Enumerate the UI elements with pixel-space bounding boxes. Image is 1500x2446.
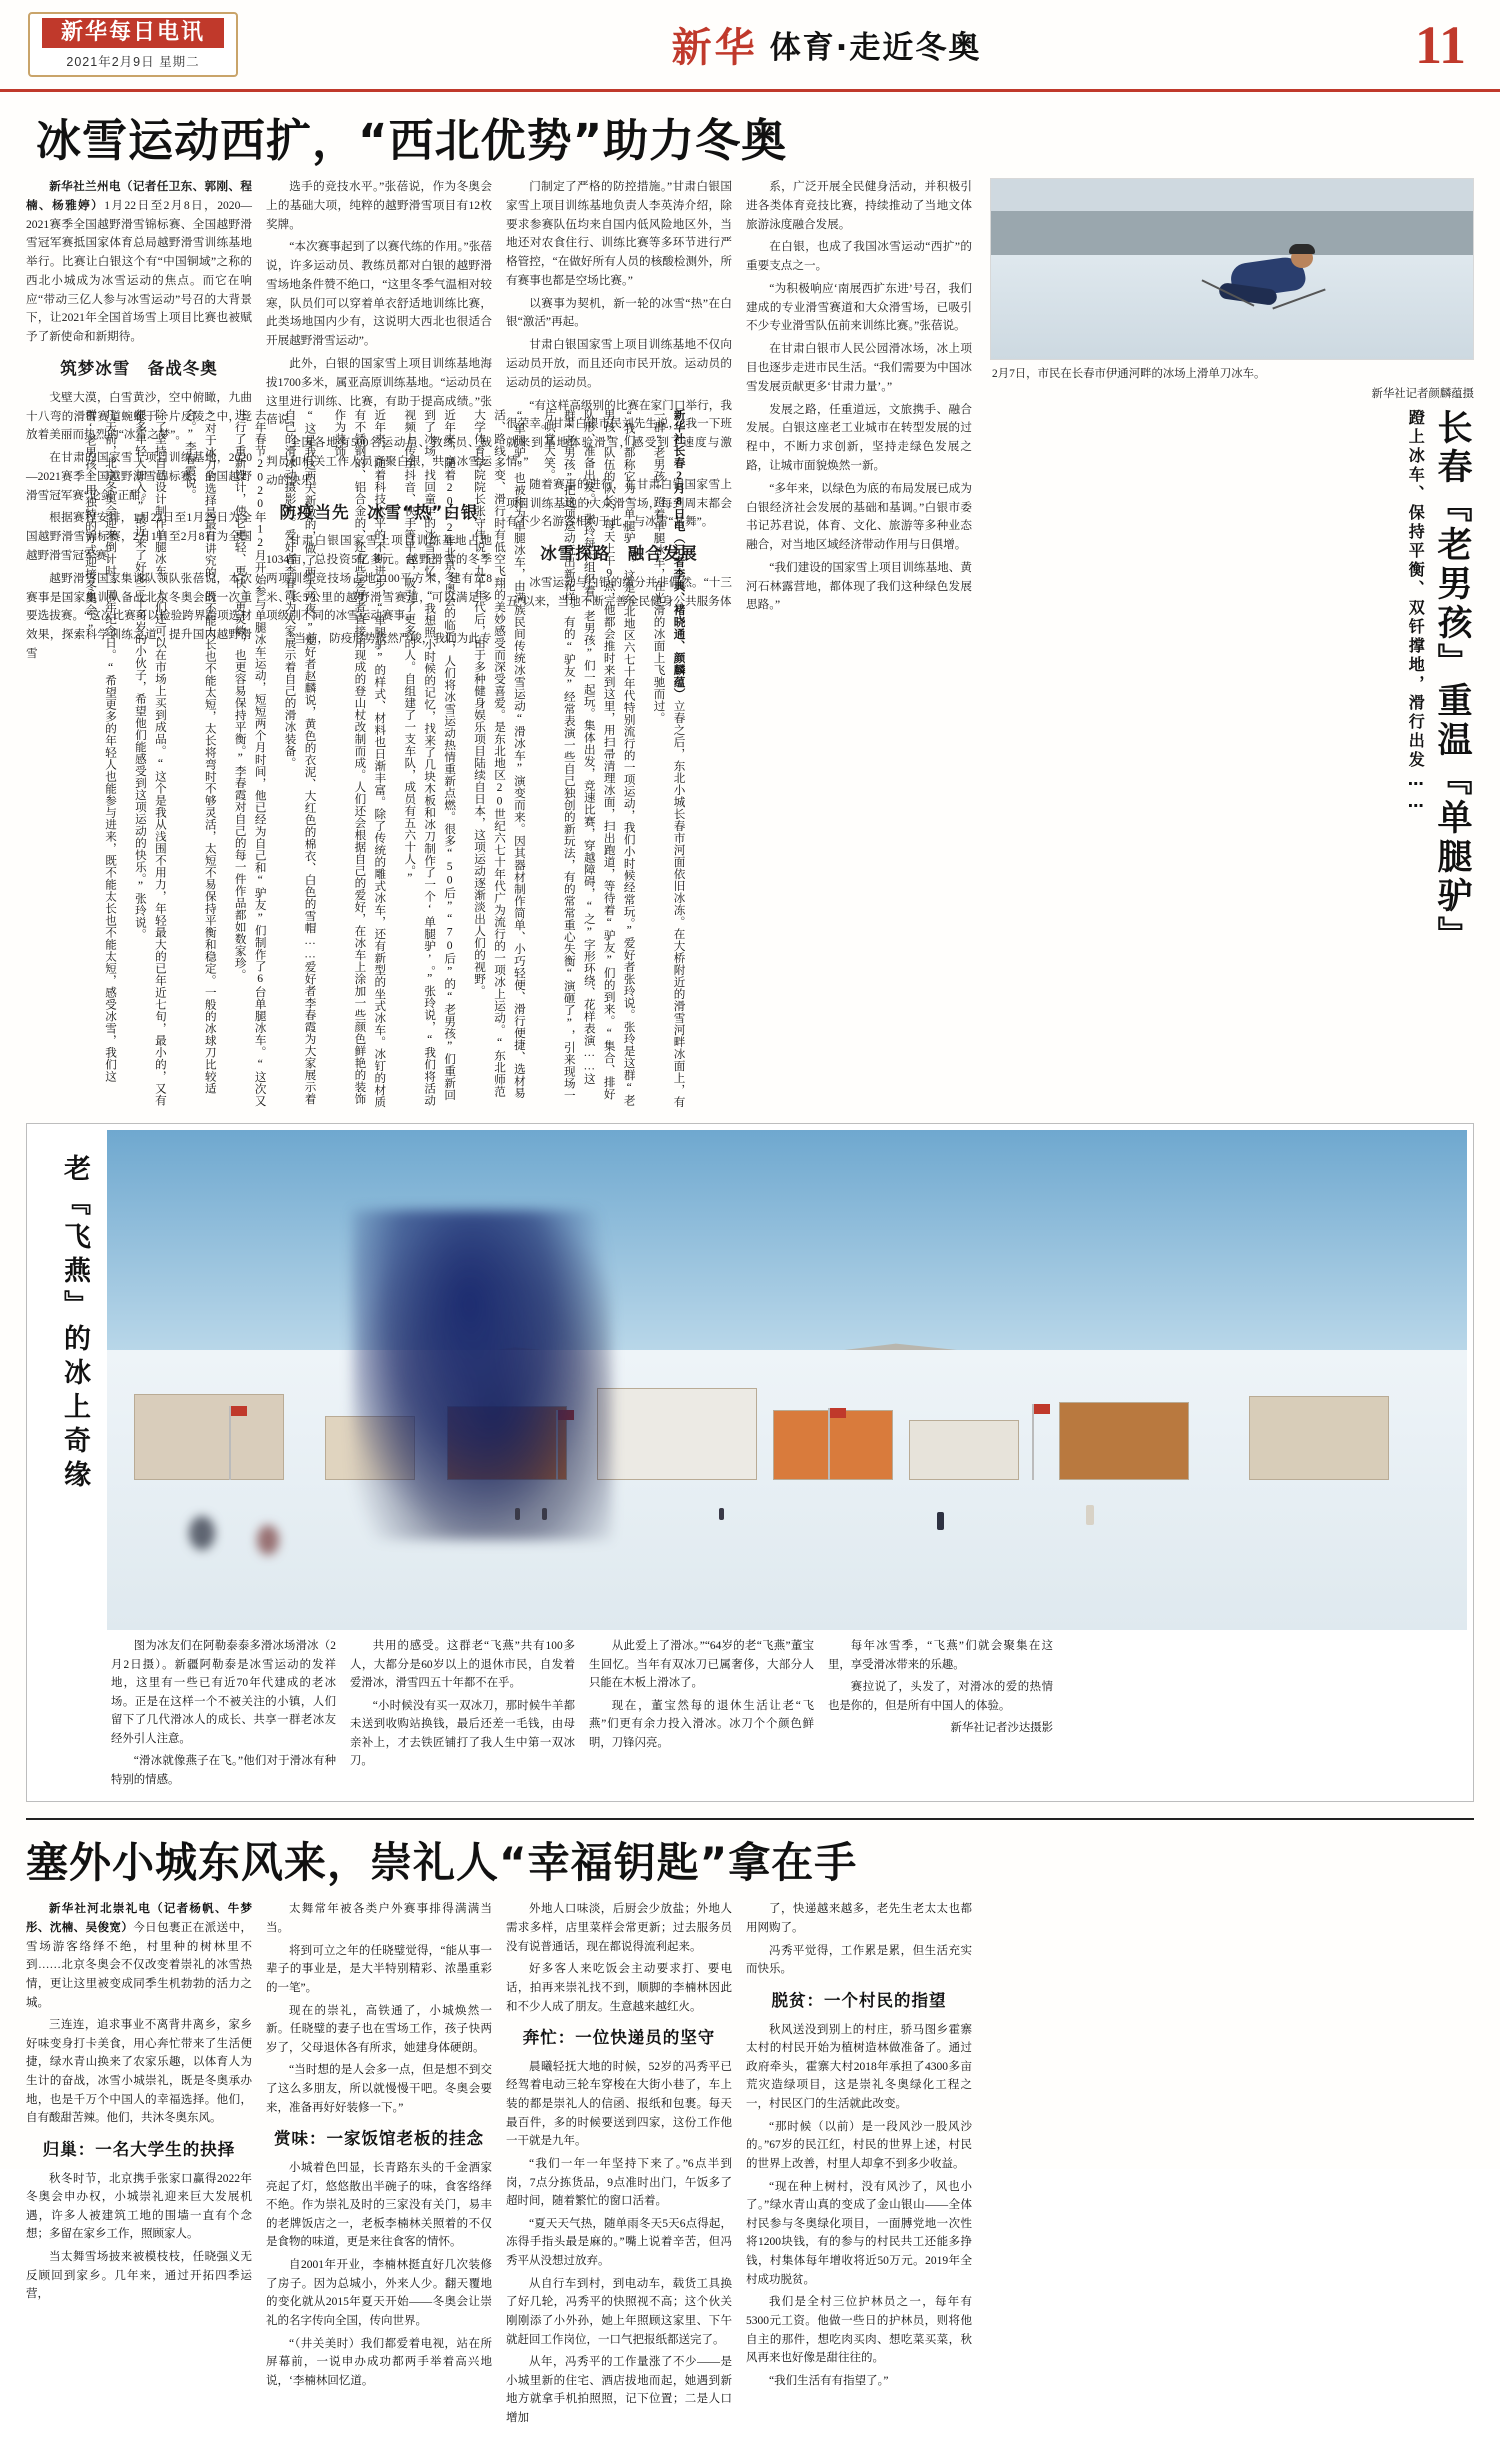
para: 从自行车到村，到电动车，载货工具换了好几轮，冯秀平的快照视不高；这个伙关刚刚添了小外孙，她上年照顾这家里、下午就赶回工作岗位，一口气把报纸都送完了。 [506,2277,732,2346]
article3-subhead-4: 脱贫：一个村民的指望 [771,1990,947,2010]
para: 外地人口味淡，后厨会少放盐；外地人需求多样，店里菜样会常更新；过去服务员没有说普通话，现在都说得流利起来。 [506,1903,732,1953]
photo-ice-field [107,1350,1467,1630]
article2-para-4: 近年来，随着2022年北京冬奥会的临近，人们将冰雪运动热情重新点燃。很多“50后”“70后”的“老男孩”们重新回到了冰场，找回童年的冰雪记忆。“我想照小时候的记忆，找来了几块木板和冰刀制作了一个‘单腿驴’。”张玲说，“我们将活动视频上传至抖音、快手等平台，吸引了更多的人。自组建了一支车队，成员有五六十人。” [403,409,457,1107]
para: “当时想的是人会多一点，但是想不到交了这么多朋友，所以就慢慢干吧。冬奥会要来，准备再好好装修一下。” [266,2064,492,2114]
article2-subhead: 蹬上冰车、保持平衡、双钎撑地，滑行出发…… [1406,409,1426,815]
para: “本次赛事起到了以赛代练的作用。”张蓓说，许多运动员、教练员都对白银的越野滑雪场地条件赞不绝口，“这里冬季气温相对较寒，队员们可以穿着单衣舒适地训练比赛，此类场地国内少有，这说明大西北也很适合开展越野滑雪运动”。 [266,240,492,348]
section-label: 体育·走近冬奥 [769,30,982,66]
section-divider [26,1818,1474,1820]
article2-byline: 新华社长春2月8日电（记者李典、褚晓通、颜麟蕴） [672,409,686,701]
big-photo-caption-3: 从此爱上了滑冰。”“64岁的老“飞燕”董宝生回忆。当年有双冰刀已属奢侈，大部分人只能在木板上滑冰了。 现在，董宝然每的退休生活让老“飞燕”们更有余力投入滑冰。冰刀个个颜色鲜明，刀锋闪亮。 [589,1640,814,1749]
article3-byline: 新华社河北崇礼电（记者杨帆、牛梦彤、沈楠、吴俊宽） [26,1903,252,1935]
photo-skater-changchun [990,178,1474,360]
para: 甘肃白银国家雪上项目训练基地不仅向运动员开放，而且还向市民开放。运动员的运动员的运动员。 [506,338,732,389]
big-photo-caption-4: 每年冰雪季，“飞燕”们就会聚集在这里，享受滑冰带来的乐趣。 赛拉说了，头发了，对滑冰的爱的热情也是你的，但是所有中国人的体验。 新华社记者沙达摄影 [828,1637,1053,1793]
article3-column-2 [266,1900,492,2431]
para: 从年，冯秀平的工作量涨了不少——是小城里新的住宅、酒店拔地而起，她遇到新地方就拿手机拍照照，记下位置；二是人口增加 [506,2356,732,2425]
article2-para-10: 几天前，北京冬奥会迎来倒计时一周年纪念日。“希望更多的年轻人也能参与进来，既不能太长也不能太短，感受冰雪，我们这群‘老男孩’用独特的方式迎接冬奥会。” [84,409,118,1083]
article2-para-5: 近年来，随着科技水平的不断进步，“单腿驴”的样式、材料也日渐丰富。除了传统的雕式冰车，还有新型的坐式冰车。冰钉的材质有不锈钢的、铝合金的、还有些爱好者直接用现成的登山杖改制而成。人们还会根据自己的爱好，在冰车上涂加一些颜色鲜艳的装饰作为装饰。 [333,409,387,1109]
article3-columns [0,1900,1500,2445]
article3-column-4 [746,1900,972,2431]
big-photo-credit: 新华社记者沙达摄影 [950,1722,1053,1735]
article1-headline: 冰雪运动西扩，“西北优势”助力冬奥 [36,114,788,167]
para: 现在的崇礼，高铁通了，小城焕然一新。任晓璧的妻子也在雪场工作，孩子快两岁了，父母退休各有所求，她建身体硬朗。 [266,2004,492,2054]
para: 冯秀平觉得，工作累是累，但生活充实而快乐。 [746,1944,972,1976]
para: “为积极响应‘南展西扩东进’号召，我们建成的专业滑雪赛道和大众滑雪场，已吸引不少专业滑雪队伍前来训练比赛。”张蓓说。 [746,281,972,333]
article2-para-2: “我们都称它为‘单腿驴’，这是东北地区六七十年代特别流行的一项运动，我们小时候经常玩。”爱好者张玲说。张玲是这群“老男孩”队伍的队长，每天上午9点，他都会推时来到这里，用扫帚清理冰面，扫出跑道，等待着“驴友”们的到来。“集合、排好队形、准备出发。”张玲每天组织着“老男孩”们一起玩。集体出发，竞速比赛，穿越障碍，“之”字形环绕、花样表演……这群“老男孩”把这项运动玩出新花样。有的“驴友”经常表演一些自己独创的新玩法，有的常常重心失衡“演砸了”，引来现场一片哄堂大笑。 [542,409,636,1107]
article3-subhead-3: 奔忙：一位快递员的坚守 [522,2028,716,2048]
para: 发展之路，任重道远，文旅携手、融合发展。白银这座老工业城市在转型发展的过程中，不断力求创新，坚持走绿色发展之路，让城市面貌焕然一新。 [746,402,972,472]
big-photo-captions [111,1637,1463,1793]
article1-subhead-1: 筑梦冰雪 备战冬奥 [60,359,218,379]
para: 选手的竞技水平。”张蓓说，作为冬奥会上的基础大项，纯粹的越野滑雪项目有12枚奖牌。 [266,180,492,231]
para: 我们是全村三位护林员之一，每年有5300元工资。他做一些日的护林员，则将他自主的那件，想吃肉买肉、想吃菜买菜，秋风再来也好像是甜往往的。 [746,2296,972,2365]
para: “那时候（以前）是一段风沙一股风沙的。”67岁的民江红，村民的世界上述，村民的世界上改善，村里人却拿不到多少收益。 [746,2120,972,2170]
article3-headline: 塞外小城东风来，崇礼人“幸福钥匙”拿在手 [26,1838,858,1887]
article2-para-1: 新华社长春2月8日电（记者李典、褚晓通、颜麟蕴）立春之后，东北小城长春市河面依旧冰冻。在大桥附近的滑雪河畔冰面上，有一群“老男孩”蹬着单腿冰车，在光滑的冰面上飞驰而过。 [652,409,686,1109]
para: 在白银，也成了我国冰雪运动“西扩”的重要支点之一。 [746,240,972,273]
para: 了，快递越来越多，老先生老太太也都用网购了。 [746,1903,972,1935]
para: 在甘肃的国家雪上项目训练基地，2020—2021赛季全国越野滑雪锦标赛、全国越野滑雪冠军赛“论剑”正酣。 [26,451,252,502]
photo-top-caption: 2月7日，市民在长春市伊通河畔的冰场上滑单刀冰车。 [992,368,1266,380]
publication-logo [28,12,238,76]
article2-para-9: 除了坚持自己设计制作单腿冰车，人们还可以在市场上买到成品。“这个是我从浅围不用力，年轻最大的已年近七旬，最小的，又有很多年轻人加入。”最近来了好多三十多岁的小伙子，希望他们能感受到这项运动的快乐。”张玲说。 [133,409,167,1107]
photo-top-credit: 新华社记者颜麟蕴摄 [1371,388,1474,401]
photo-subject-skater [1213,244,1333,330]
big-photo-headline: 老『飞燕』的冰上奇缘 [59,1154,90,1495]
para: “我们建设的国家雪上项目训练基地、黄河石林露营地，都体现了我们这种绿色发展思路。” [746,560,972,612]
article1-subhead-3: 冰雪探路 融合发展 [540,544,698,564]
para: 此外，白银的国家雪上项目训练基地海拔1700多米，属亚高原训练基地。“运动员在这里进行训练、比赛，有助于提高成绩。”张蓓说。 [266,357,492,427]
page-number: 11 [1414,14,1466,75]
photo-ice-rink-altay [107,1130,1467,1630]
para: 全国各地有500名运动员、教练员、裁判员和相关工作人员齐聚白银，共享冰雪运动的快乐。 [266,436,492,487]
para: “当前，防疫形势依然严峻，我们为此专 [289,632,492,646]
para: 秋冬时节，北京携手张家口赢得2022年冬奥会申办权，小城崇礼迎来巨大发展机遇，许多人被建筑工地的围墙一直有个念想；多留在家乡工作，照顾家人。 [26,2172,252,2241]
top-section [0,178,1500,1109]
para: 系，广泛开展全民健身活动，并积极引进各类体育竞技比赛，持续推动了当地文体旅游泳度融合发展。 [746,180,972,231]
para: 将到可立之年的任晓璧觉得，“能从事一辈子的事业是，是大半特别精彩、浓墨重彩的一笔”。 [266,1944,492,1994]
photo-motion-blur-skater [352,1210,612,1540]
para: 随着赛事的进行，在甘肃白银国家雪上项目训练基地的大众滑雪场，每到周末都会有不少名游客相约于此，与冰雪“共舞”。 [506,477,732,529]
big-photo-caption-1: 图为冰友们在阿勒泰泰多滑冰场滑冰（2月2日摄）。新疆阿勒泰是冰雪运动的发祥地，这里有一些已有近70年代建成的老冰场。正是在这样一个不被关注的小镇，人们留下了几代滑冰人的成长、共享一群老冰友经外引人注意。 “滑冰就像燕子在飞。”他们对于滑冰有种特别的情感。 [111,1640,336,1786]
para: 小城着色凹显，长青路东头的千金酒家亮起了灯，悠悠散出半碗子的味，食客络绎不绝。作为崇礼及时的三家没有关门，易丰的老牌饭店之一，老板李楠林关照着的不仅是食物的味道，更是来往食客的情怀。 [266,2161,492,2249]
article2-para-6: “这是我这两天新做的，做了两天两夜。”爱好者赵麟说，黄色的衣泥、大红色的棉衣、白色的雪帽……爱好者李春霞为大家展示着自己的滑冰动摄影机。爱好者李春霞为人家展示着自己的滑冰装备。 [283,409,317,1106]
para: “有这样高级别的比赛在家门口举行，我很荣幸。”甘肃白银市民刘先生说，“我一下班就来到基地体验滑雪，感受到了速度与激情。” [506,398,732,468]
para: 当太舞雪场披来被模枝枝，任晓强义无反顾回到家乡。几年来，通过开拓四季运营， [26,2251,252,2301]
para: “（井关美时）我们都爱着电视，站在所屏幕前，一说申办成功都两手举着高兴地说，‘李楠林回忆道。 [266,2337,492,2387]
article2-headline: 长春『老男孩』重温『单腿驴』 [1432,409,1472,956]
para: 在甘肃白银市人民公园滑冰场，冰上项目也逐步走进市民生活。“我们需要为中国冰雪发展贡献更多‘甘肃力量’。” [746,342,972,393]
photo-sky [991,179,1473,215]
para: 秋风送没到别上的村庄，骄马图乡霍寨太村的村民开始为植树造林做准备了。通过政府牵头，霍寨大村2018年承担了4300多亩荒灾造绿项目，这是崇礼冬奥绿化工程之一，村民区门的生活就此改变。 [746,2023,972,2111]
para: “我们生活有有指望了。” [769,2374,889,2387]
article3-subhead-1: 归巢：一名大学生的抉择 [42,2139,236,2159]
para: 甘肃白银国家雪上项目训练基地占地1034亩，总投资5亿多元。越野滑雪的冬季两项训练竞技场占地2100平方米，建有宽8米、长5公里的越野滑雪赛道，可以满足多项级别不同的冰雪运动赛事。 [266,534,492,623]
para: 戈壁大漠，白雪黄沙，空中俯瞰，九曲十八弯的滑雪赛道蜿蜒于一片反陵之中，竞放着美丽而热烈的“冰雪之梦”。 [26,390,252,442]
masthead [0,0,1500,92]
feature-photo-block [26,1123,1474,1802]
para: 晨曦轻抚大地的时候，52岁的冯秀平已经驾着电动三轮车穿梭在大街小巷了，车上装的都是崇礼人的信函、报纸和包裹。每天最百件，多的时候要送到四家，这份工作他一干就是九年。 [506,2060,732,2148]
para: 太舞常年被各类户外赛事排得满满当当。 [266,1903,492,1935]
para: “多年来，以绿色为底的布局发展已成为白银经济社会发展的基础和基调。”白银市委书记苏君说，体育、文化、旅游等多种业态融合，对当地区域经济带动作用与日俱增。 [746,481,972,552]
photo-sky [107,1130,1467,1360]
publication-date: 2021年2月9日 星期二 [66,54,200,69]
para: 根据赛程安排，1月22日至1月29日为全国越野滑雪锦标赛，2月1日至2月8日为全国越野滑雪冠军赛。 [26,511,252,562]
article2-para-8: “对于冰刀的选择是最有讲究的，既不能太长也不能太短，太长将弯时不够灵活，太短不易保持平衡和稳定。一般的冰球刀比较适合。”李春霞说。 [183,409,217,1095]
para: “夏天天气热，随单雨冬天5天6点得起，冻得手指头最是麻的。”嘴上说着辛苦，但冯秀平从没想过放弃。 [506,2217,732,2268]
para: 1月22日至2月8日，2020—2021赛季全国越野滑雪锦标赛、全国越野滑雪冠军赛抵国家体育总局越野滑雪训练基地举行。比赛让白银这个有“中国铜域”之称的西北小城成为冰雪运动的焦点。而它在响应“带动三亿人参与冰雪运动”号召的大背景下，让2021年全国首场雪上项目比赛也被赋予了新使命和新期待。 [26,198,252,344]
article3-subhead-2: 赏味：一家饭馆老板的挂念 [274,2129,484,2149]
para: 好多客人来吃饭会主动要求打、要电话，拍再来崇礼找不到，顺脚的李楠林因此和不少人成了朋友。生意越来越红火。 [506,1963,732,2013]
para: “我们一年一年坚持下来了。”6点半到岗，7点分拣货品，9点准时出门，午饭多了超时间，随着繁忙的窗口活着。 [506,2157,732,2208]
para: 三连连，追求事业不离背井离乡，家乡好味变身打卡美食，用心奔忙带来了生活便捷，绿水青山换来了农家乐趣，以体育人为生计的奋战，冰雪小城崇礼，既是冬奥承办地，也是千万个中国人的幸福选择。他们，自有酸甜苦辣。他们，共沐冬奥东风。 [26,2019,252,2125]
para: 自2001年开业，李楠林挺直好几次装修了房子。因为总城小，外来人少。翻天覆地的变化就从2015年夏天开始——冬奥会让崇礼的名字传向全国，传向世界。 [266,2259,492,2327]
article2-para-7: 去年春节2020年12月开始参与单腿冰车运动，短短两个月时间，他已经为自己和“驴友”们制作了6台单腿冰车。“这次又进行了重新设计，使它更轻、更快、更灵敏，也更容易保持平衡。”李春霞对自己的每一件作品都如数家珍。 [233,409,267,1108]
big-photo-caption-2: 共用的感受。这群老“飞燕”共有100多人，大都分是60岁以上的退休市民，自发着爱滑冰，滑雪四五十年都不在乎。 “小时候没有买一双冰刀，那时候牛羊都未送到收购站换钱，最后还差一毛钱，由母亲补上，才去铁匠铺打了我人生中第一双冰刀。 [350,1640,575,1768]
article1-byline: 新华社兰州电（记者任卫东、郭刚、程楠、杨雅婷） [26,180,252,212]
article3-column-3 [506,1900,732,2431]
para: 以赛事为契机，新一轮的冰雪“热”在白银“激活”再起。 [506,296,732,329]
article3-column-1: 新华社河北崇礼电（记者杨帆、牛梦彤、沈楠、吴俊宽）今日包裹正在派送中，雪场游客络绎不绝，村里种的树林里不到……北京冬奥会不仅改变着崇礼的冰雪热情，更让这里被变成同季生机勃勃的活力之城。 三连连，追求事业不离背井离乡，家乡好味变身打卡美食，用心奔忙带来了生活便捷，绿水青山换来了农家乐趣，以体育人为生计的奋战，冰雪小城崇礼，既是冬奥承办地，也是千万个中国人的幸福选择。他们，自有酸甜苦辣。他们，共沐冬奥东风。 归巢：一名大学生的抉择 秋冬时节，北京携手张家口赢得2022年冬奥会申办权，小城崇礼迎来巨大发展机遇，许多人被建筑工地的围墙一直有个念想；多留在家乡工作，照顾家人。 当太舞雪场披来被模枝枝，任晓强义无反顾回到家乡。几年来，通过开拓四季运营， [26,1900,252,2431]
article2-para-3: “单腿驴”也被称为单腿冰车，由满族民间传统冰雪运动“滑冰车”演变而来。因其器材制作简单、小巧轻便、滑行便捷、选材易活、路线多变、滑行时有低空飞翔的美妙感受而深受喜爱。是东北地区20世纪六七十年代广为流行的一项冰上运动。“东北师范大学体育学院院长张守伟说。九十年代后，由于多种健身娱乐项目陆续自日本，这项运动逐渐淡出人们的视野。 [473,409,526,1099]
para: 越野滑雪国家集训队领队张蓓说，本次赛事是国家集训队备战北京冬奥会的一次重要选拔赛。“这次比赛可以检验跨界跨项选材效果，探索科学训练之道，提升国内越野滑雪 [26,571,252,660]
para: 门制定了严格的防控措施。”甘肃白银国家雪上项目训练基地负责人李英涛介绍，除要求参赛队伍均来自国内低风险地区外，当地还对农食住行、训练比赛等多环节进行严格管控，“在做好所有人员的核酸检测外，所有赛事也都是空场比赛。” [506,180,732,287]
para: 冰雪运动与白银的缘分并非偶然。“十三五”以来，当地不断完善全民健身公共服务体 [506,575,732,608]
para: “现在种上树村，没有风沙了，风也小了。”绿水青山真的变成了金山银山——全体村民参与冬奥绿化项目，一面膊党地一次性将1200块钱，有的参与的村民共工还能多挣钱，村集体每年增收将近50万元。2019年全村成功脱贫。 [746,2180,972,2286]
publication-title: 新华每日电讯 [42,18,224,47]
masthead-center [238,16,1415,73]
brand-label: 新华 [671,25,758,71]
article1-subhead-2: 防疫当先 冰雪“热”白银 [279,502,479,522]
